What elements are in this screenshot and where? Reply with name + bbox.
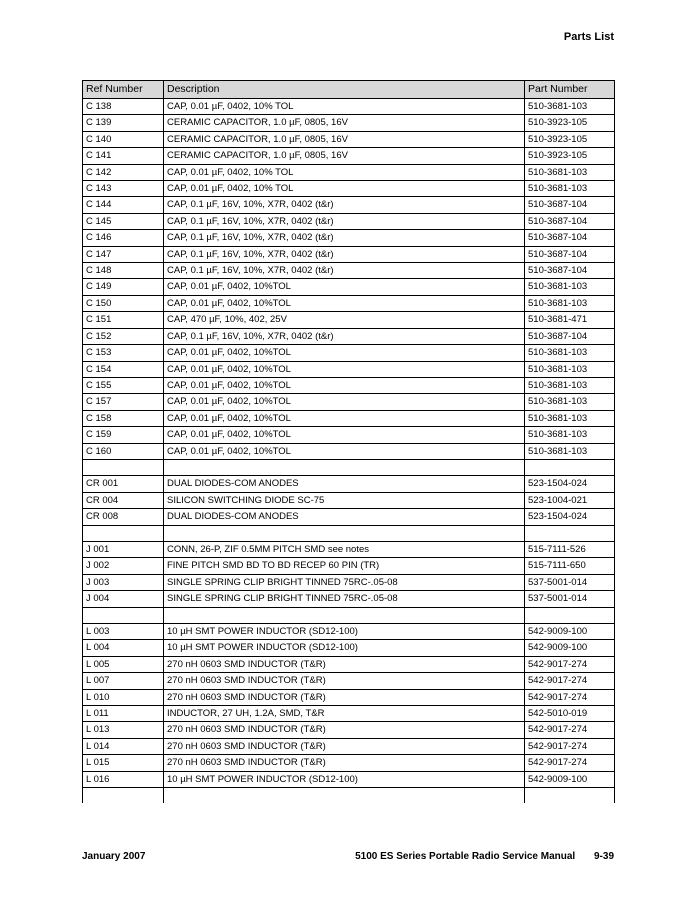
table-row (83, 525, 615, 541)
ref-number-cell: J 001 (83, 541, 164, 557)
ref-number-cell (83, 607, 164, 623)
part-number-cell: 510-3681-103 (525, 377, 615, 393)
table-row (83, 164, 615, 180)
table-row (83, 410, 615, 426)
part-number-cell (525, 607, 615, 623)
ref-number-cell (83, 459, 164, 475)
part-number-cell: 542-9009-100 (525, 640, 615, 656)
ref-number-cell: C 146 (83, 230, 164, 246)
part-number-cell: 537-5001-014 (525, 574, 615, 590)
footer-right (355, 851, 614, 862)
part-number-cell: 510-3681-103 (525, 295, 615, 311)
ref-number-cell: C 153 (83, 345, 164, 361)
ref-number-cell: L 004 (83, 640, 164, 656)
ref-number-cell: J 004 (83, 591, 164, 607)
description-cell: CAP, 0.1 µF, 16V, 10%, X7R, 0402 (t&r) (164, 246, 525, 262)
description-cell: CAP, 0.01 µF, 0402, 10%TOL (164, 361, 525, 377)
table-row (83, 722, 615, 738)
description-cell (164, 459, 525, 475)
table-row (83, 427, 615, 443)
description-cell: CAP, 0.01 µF, 0402, 10%TOL (164, 279, 525, 295)
description-cell: CAP, 0.01 µF, 0402, 10% TOL (164, 164, 525, 180)
ref-number-cell: J 003 (83, 574, 164, 590)
table-row (83, 607, 615, 623)
description-cell: CAP, 0.01 µF, 0402, 10%TOL (164, 443, 525, 459)
description-cell: SINGLE SPRING CLIP BRIGHT TINNED 75RC-.05-08 (164, 574, 525, 590)
ref-number-cell: C 145 (83, 213, 164, 229)
part-number-cell: 510-3681-103 (525, 99, 615, 115)
ref-number-cell: L 011 (83, 705, 164, 721)
description-cell: CAP, 0.01 µF, 0402, 10%TOL (164, 377, 525, 393)
description-cell (164, 525, 525, 541)
table-row (83, 312, 615, 328)
description-cell: FINE PITCH SMD BD TO BD RECEP 60 PIN (TR) (164, 558, 525, 574)
table-row (83, 181, 615, 197)
ref-number-cell: C 149 (83, 279, 164, 295)
ref-number-cell: C 144 (83, 197, 164, 213)
part-number-cell: 542-9009-100 (525, 771, 615, 787)
table-row (83, 689, 615, 705)
ref-number-cell: L 010 (83, 689, 164, 705)
part-number-cell: 542-9009-100 (525, 623, 615, 639)
table-row (83, 755, 615, 771)
parts-table-body (83, 99, 615, 804)
part-number-cell (525, 525, 615, 541)
ref-number-cell: L 003 (83, 623, 164, 639)
part-number-cell: 510-3687-104 (525, 246, 615, 262)
ref-number-cell: C 154 (83, 361, 164, 377)
column-header-description: Description (164, 81, 525, 99)
ref-number-cell: C 150 (83, 295, 164, 311)
table-row (83, 246, 615, 262)
part-number-cell (525, 459, 615, 475)
column-header-ref-number: Ref Number (83, 81, 164, 99)
table-row (83, 345, 615, 361)
description-cell: CAP, 0.01 µF, 0402, 10%TOL (164, 394, 525, 410)
table-row (83, 99, 615, 115)
description-cell: CAP, 0.01 µF, 0402, 10% TOL (164, 99, 525, 115)
description-cell: CAP, 0.01 µF, 0402, 10%TOL (164, 427, 525, 443)
description-cell: DUAL DIODES-COM ANODES (164, 476, 525, 492)
table-row (83, 509, 615, 525)
ref-number-cell: C 147 (83, 246, 164, 262)
part-number-cell: 510-3681-103 (525, 164, 615, 180)
footer-date: January 2007 (82, 851, 146, 862)
description-cell: CERAMIC CAPACITOR, 1.0 µF, 0805, 16V (164, 131, 525, 147)
table-row (83, 443, 615, 459)
table-row (83, 131, 615, 147)
footer-page-number: 9-39 (593, 851, 614, 862)
ref-number-cell: C 152 (83, 328, 164, 344)
part-number-cell: 510-3687-104 (525, 213, 615, 229)
table-row (83, 295, 615, 311)
part-number-cell: 542-9017-274 (525, 673, 615, 689)
ref-number-cell: C 143 (83, 181, 164, 197)
part-number-cell: 510-3923-105 (525, 115, 615, 131)
table-row (83, 541, 615, 557)
part-number-cell: 542-9017-274 (525, 755, 615, 771)
ref-number-cell: L 014 (83, 738, 164, 754)
ref-number-cell: C 151 (83, 312, 164, 328)
description-cell: CAP, 0.01 µF, 0402, 10%TOL (164, 345, 525, 361)
part-number-cell: 510-3687-104 (525, 230, 615, 246)
description-cell: CAP, 0.1 µF, 16V, 10%, X7R, 0402 (t&r) (164, 230, 525, 246)
ref-number-cell: L 015 (83, 755, 164, 771)
description-cell: 270 nH 0603 SMD INDUCTOR (T&R) (164, 673, 525, 689)
ref-number-cell: C 148 (83, 263, 164, 279)
table-row (83, 591, 615, 607)
part-number-cell: 510-3923-105 (525, 131, 615, 147)
part-number-cell: 510-3681-103 (525, 279, 615, 295)
part-number-cell: 510-3681-103 (525, 181, 615, 197)
part-number-cell: 515-7111-650 (525, 558, 615, 574)
ref-number-cell: C 141 (83, 148, 164, 164)
footer-manual-title: 5100 ES Series Portable Radio Service Manual (355, 851, 576, 862)
part-number-cell: 510-3681-103 (525, 345, 615, 361)
ref-number-cell: C 160 (83, 443, 164, 459)
part-number-cell: 523-1004-021 (525, 492, 615, 508)
description-cell (164, 788, 525, 804)
description-cell: 10 µH SMT POWER INDUCTOR (SD12-100) (164, 623, 525, 639)
description-cell: 270 nH 0603 SMD INDUCTOR (T&R) (164, 689, 525, 705)
ref-number-cell: C 158 (83, 410, 164, 426)
description-cell: 10 µH SMT POWER INDUCTOR (SD12-100) (164, 771, 525, 787)
ref-number-cell: CR 001 (83, 476, 164, 492)
description-cell: CAP, 0.1 µF, 16V, 10%, X7R, 0402 (t&r) (164, 328, 525, 344)
part-number-cell: 542-9017-274 (525, 656, 615, 672)
part-number-cell: 542-5010-019 (525, 705, 615, 721)
table-row (83, 197, 615, 213)
table-row (83, 558, 615, 574)
ref-number-cell: L 005 (83, 656, 164, 672)
description-cell: 270 nH 0603 SMD INDUCTOR (T&R) (164, 656, 525, 672)
table-row (83, 213, 615, 229)
part-number-cell: 510-3687-104 (525, 197, 615, 213)
description-cell: CAP, 0.01 µF, 0402, 10%TOL (164, 410, 525, 426)
part-number-cell: 523-1504-024 (525, 476, 615, 492)
description-cell: CONN, 26-P, ZIF 0.5MM PITCH SMD see notes (164, 541, 525, 557)
ref-number-cell: C 142 (83, 164, 164, 180)
table-row (83, 673, 615, 689)
description-cell: 270 nH 0603 SMD INDUCTOR (T&R) (164, 755, 525, 771)
description-cell: CAP, 0.1 µF, 16V, 10%, X7R, 0402 (t&r) (164, 263, 525, 279)
table-row (83, 230, 615, 246)
table-row (83, 459, 615, 475)
description-cell: CERAMIC CAPACITOR, 1.0 µF, 0805, 16V (164, 148, 525, 164)
part-number-cell: 510-3681-471 (525, 312, 615, 328)
ref-number-cell: CR 004 (83, 492, 164, 508)
part-number-cell: 510-3681-103 (525, 427, 615, 443)
part-number-cell: 510-3681-103 (525, 443, 615, 459)
table-row (83, 115, 615, 131)
ref-number-cell: J 002 (83, 558, 164, 574)
ref-number-cell: C 139 (83, 115, 164, 131)
table-row (83, 476, 615, 492)
column-header-part-number: Part Number (525, 81, 615, 99)
ref-number-cell: C 157 (83, 394, 164, 410)
part-number-cell: 542-9017-274 (525, 722, 615, 738)
parts-table-header (83, 81, 615, 99)
part-number-cell: 542-9017-274 (525, 738, 615, 754)
description-cell: 10 µH SMT POWER INDUCTOR (SD12-100) (164, 640, 525, 656)
part-number-cell: 523-1504-024 (525, 509, 615, 525)
description-cell: CAP, 0.01 µF, 0402, 10%TOL (164, 295, 525, 311)
description-cell: CAP, 0.1 µF, 16V, 10%, X7R, 0402 (t&r) (164, 197, 525, 213)
ref-number-cell: C 159 (83, 427, 164, 443)
part-number-cell: 510-3681-103 (525, 361, 615, 377)
part-number-cell: 542-9017-274 (525, 689, 615, 705)
description-cell: DUAL DIODES-COM ANODES (164, 509, 525, 525)
table-row (83, 394, 615, 410)
table-row (83, 263, 615, 279)
table-row (83, 771, 615, 787)
table-row (83, 279, 615, 295)
ref-number-cell (83, 788, 164, 804)
part-number-cell: 537-5001-014 (525, 591, 615, 607)
part-number-cell: 515-7111-526 (525, 541, 615, 557)
table-row (83, 492, 615, 508)
description-cell: SINGLE SPRING CLIP BRIGHT TINNED 75RC-.05-08 (164, 591, 525, 607)
ref-number-cell: C 155 (83, 377, 164, 393)
table-row (83, 574, 615, 590)
table-row (83, 623, 615, 639)
table-row (83, 656, 615, 672)
ref-number-cell: C 138 (83, 99, 164, 115)
part-number-cell: 510-3687-104 (525, 263, 615, 279)
description-cell: 270 nH 0603 SMD INDUCTOR (T&R) (164, 722, 525, 738)
description-cell: CAP, 0.1 µF, 16V, 10%, X7R, 0402 (t&r) (164, 213, 525, 229)
ref-number-cell: L 013 (83, 722, 164, 738)
table-row (83, 640, 615, 656)
description-cell: CERAMIC CAPACITOR, 1.0 µF, 0805, 16V (164, 115, 525, 131)
ref-number-cell (83, 525, 164, 541)
description-cell: 270 nH 0603 SMD INDUCTOR (T&R) (164, 738, 525, 754)
table-row (83, 328, 615, 344)
ref-number-cell: C 140 (83, 131, 164, 147)
part-number-cell (525, 788, 615, 804)
table-row (83, 377, 615, 393)
parts-table (82, 80, 615, 803)
table-row (83, 705, 615, 721)
ref-number-cell: CR 008 (83, 509, 164, 525)
table-row (83, 361, 615, 377)
description-cell: INDUCTOR, 27 UH, 1.2A, SMD, T&R (164, 705, 525, 721)
description-cell (164, 607, 525, 623)
header-row (83, 81, 615, 99)
description-cell: CAP, 0.01 µF, 0402, 10% TOL (164, 181, 525, 197)
part-number-cell: 510-3681-103 (525, 410, 615, 426)
description-cell: CAP, 470 µF, 10%, 402, 25V (164, 312, 525, 328)
page-header-title: Parts List (563, 31, 614, 43)
table-row (83, 148, 615, 164)
part-number-cell: 510-3923-105 (525, 148, 615, 164)
table-row (83, 738, 615, 754)
table-row (83, 788, 615, 804)
part-number-cell: 510-3687-104 (525, 328, 615, 344)
part-number-cell: 510-3681-103 (525, 394, 615, 410)
ref-number-cell: L 007 (83, 673, 164, 689)
ref-number-cell: L 016 (83, 771, 164, 787)
description-cell: SILICON SWITCHING DIODE SC-75 (164, 492, 525, 508)
